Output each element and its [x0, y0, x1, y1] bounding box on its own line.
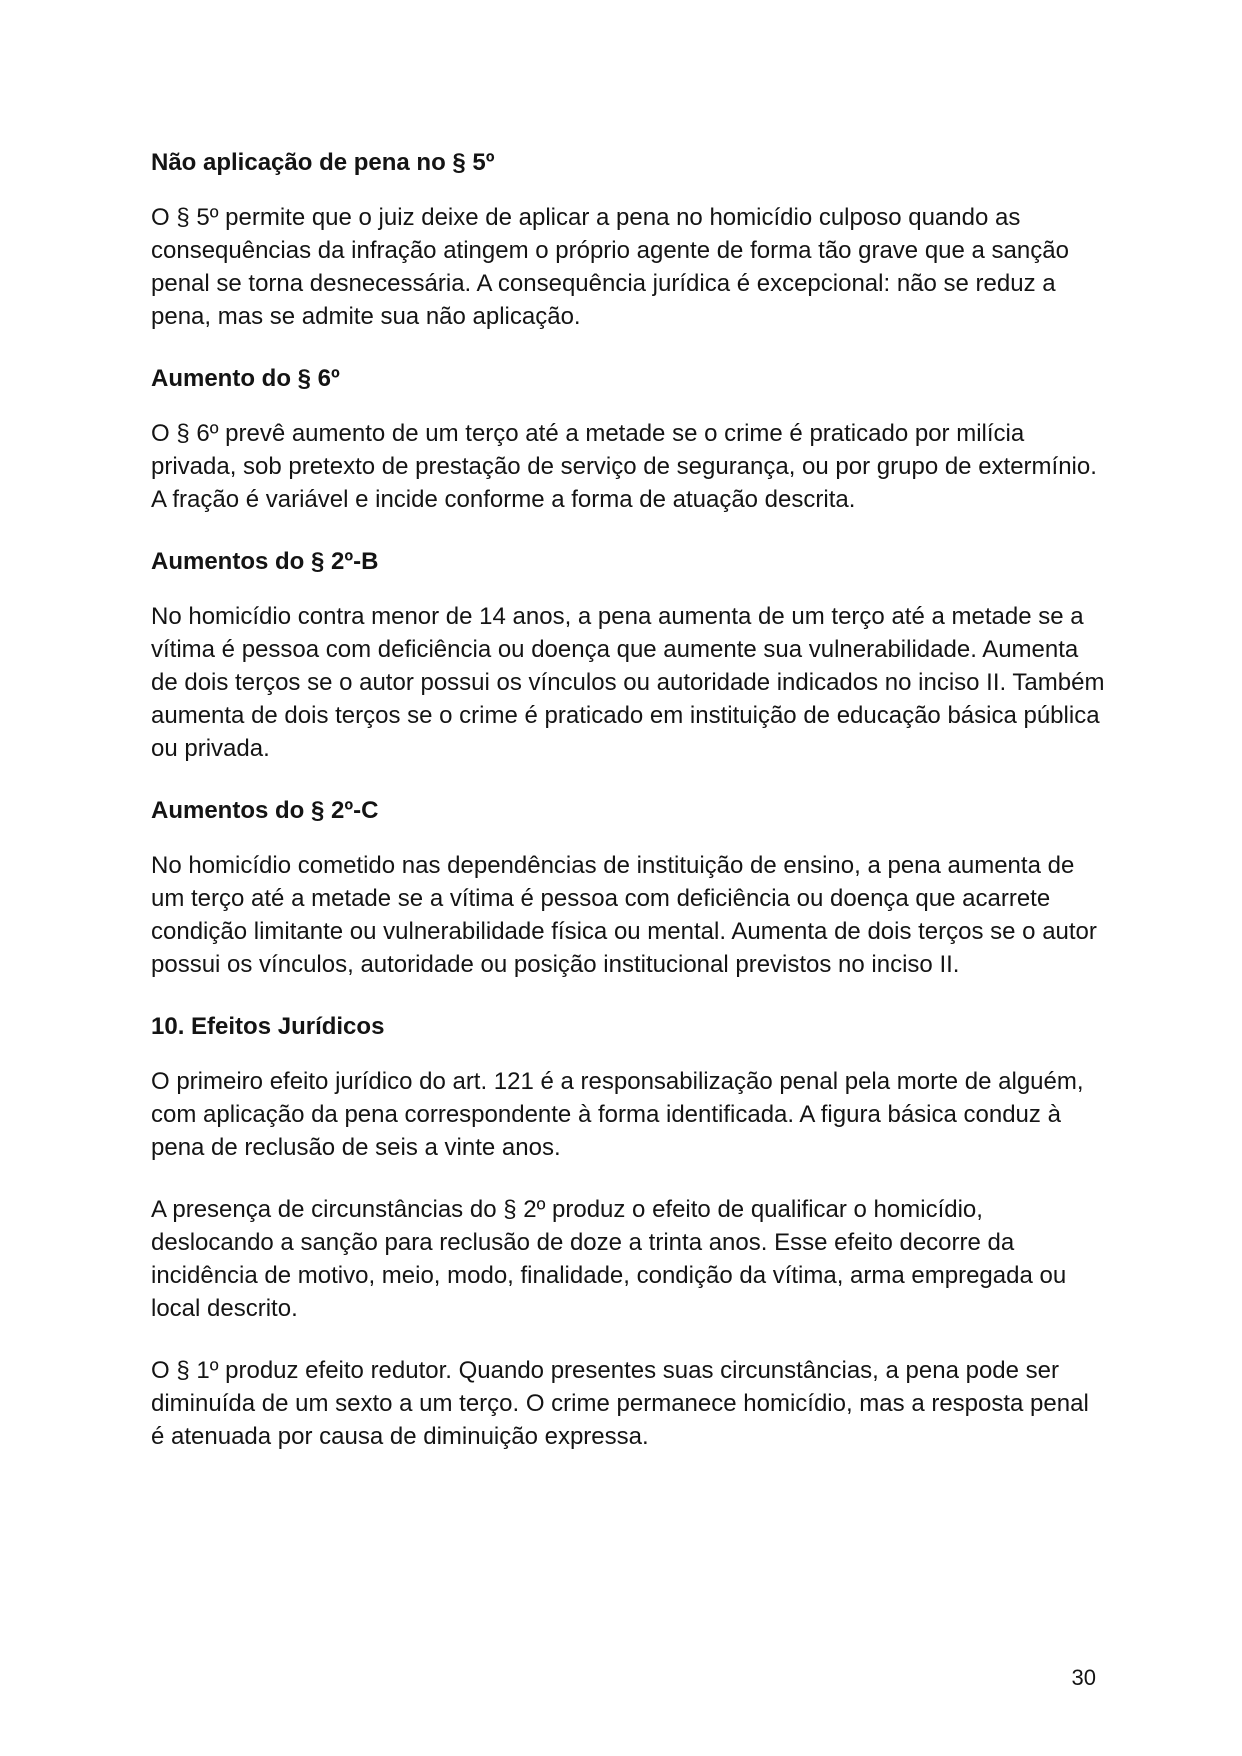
paragraph: O § 6º prevê aumento de um terço até a metade se o crime é praticado por milícia privada, sob pretexto de prestação de serviço de segurança, ou por grupo de extermínio. A fração é variável e incide conforme a forma de atuação descrita.: [151, 420, 1097, 513]
section-efeitos-juridicos: [151, 1010, 1106, 1453]
section-heading: Não aplicação de pena no § 5º: [151, 149, 495, 176]
section-heading: Aumentos do § 2º-C: [151, 797, 379, 824]
section-aumentos-2c: [151, 794, 1106, 981]
paragraph: A presença de circunstâncias do § 2º produz o efeito de qualificar o homicídio, deslocando a sanção para reclusão de doze a trinta anos. Esse efeito decorre da incidência de motivo, meio, modo, finalidade, condição da vítima, arma empregada ou local descrito.: [151, 1196, 1067, 1322]
section-aumentos-2b: [151, 545, 1106, 765]
paragraph: O § 1º produz efeito redutor. Quando presentes suas circunstâncias, a pena pode ser diminuída de um sexto a um terço. O crime permanece homicídio, mas a resposta penal é atenuada por causa de diminuição expressa.: [151, 1357, 1089, 1450]
section-heading: Aumentos do § 2º-B: [151, 548, 379, 575]
paragraph: No homicídio cometido nas dependências de instituição de ensino, a pena aumenta de um terço até a metade se a vítima é pessoa com deficiência ou doença que acarrete condição limitante ou vulnerabilidade física ou mental. Aumenta de dois terços se o autor possui os vínculos, autoridade ou posição institucional previstos no inciso II.: [151, 852, 1097, 978]
document-page: [151, 146, 1106, 1482]
section-heading: 10. Efeitos Jurídicos: [151, 1013, 385, 1040]
page-number: 30: [1071, 1665, 1096, 1690]
section-heading: Aumento do § 6º: [151, 365, 340, 392]
section-nao-aplicacao: [151, 146, 1106, 333]
section-aumento-6: [151, 362, 1106, 516]
paragraph: O § 5º permite que o juiz deixe de aplicar a pena no homicídio culposo quando as consequências da infração atingem o próprio agente de forma tão grave que a sanção penal se torna desnecessária. A consequência jurídica é excepcional: não se reduz a pena, mas se admite sua não aplicação.: [151, 204, 1069, 330]
paragraph: No homicídio contra menor de 14 anos, a pena aumenta de um terço até a metade se a vítima é pessoa com deficiência ou doença que aumente sua vulnerabilidade. Aumenta de dois terços se o autor possui os vínculos ou autoridade indicados no inciso II. Também aumenta de dois terços se o crime é praticado em instituição de educação básica pública ou privada.: [151, 603, 1105, 762]
paragraph: O primeiro efeito jurídico do art. 121 é a responsabilização penal pela morte de alguém, com aplicação da pena correspondente à forma identificada. A figura básica conduz à pena de reclusão de seis a vinte anos.: [151, 1068, 1084, 1161]
